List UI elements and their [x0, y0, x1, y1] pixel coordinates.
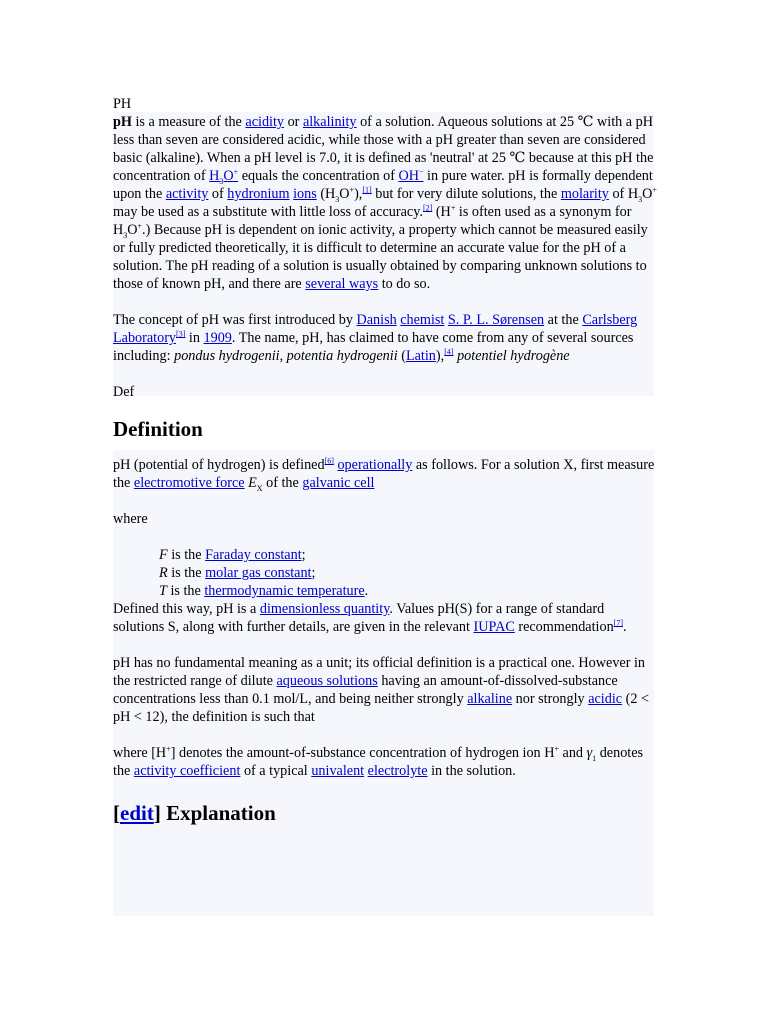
symbol: T [159, 583, 167, 599]
superscript: + [450, 203, 456, 213]
defined-text: . [623, 619, 627, 635]
subscript: 3 [638, 194, 643, 204]
superscript: + [554, 744, 559, 754]
explanation-heading-text: ] Explanation [153, 801, 276, 825]
intro-text: of a solution. Aqueous solutions at 25 ℃ with a pH less than seven are considered acidic, while those with a pH greater than seven are considered basic (alkaline). When a pH level is 7.0, it is defined as 'neutral' at 25 ℃ because at this pH the concentration of [113, 114, 654, 184]
subscript: X [256, 483, 263, 493]
intro-bold-term: pH [113, 114, 132, 130]
intro-text: may be used as a substitute with little loss of accuracy. [113, 204, 423, 220]
intro-text: (H [432, 204, 451, 220]
intro-text: .) Because pH is dependent on ionic activity, a property which cannot be measured easily or fully predicted theoretically, it is difficult to determine an accurate value for the pH of a solution. The pH reading of a solution is usually obtained by comparing unknown solutions to those of known pH, and there are [113, 222, 648, 292]
link-thermodynamic-temperature[interactable]: thermodynamic temperature [204, 583, 365, 599]
def-label: Def [113, 384, 135, 400]
intro-text: in pure water. pH is formally dependent upon the [113, 168, 653, 202]
superscript: + [166, 744, 171, 754]
where-h-text: denotes the [113, 745, 644, 779]
link-univalent[interactable]: univalent [311, 763, 365, 779]
def-item-faraday [159, 546, 658, 564]
article-content [113, 95, 658, 826]
intro-text: O [127, 222, 138, 238]
bracket: [ [113, 801, 120, 825]
link-latin[interactable]: Latin [405, 348, 436, 364]
link-operationally[interactable]: operationally [337, 457, 413, 473]
intro-text: of H [608, 186, 639, 202]
intro-text: equals the concentration of [238, 168, 399, 184]
ref-3[interactable]: [3] [176, 329, 186, 339]
defined-text: recommendation [514, 619, 614, 635]
practical-paragraph [113, 654, 658, 726]
def-item-temperature [159, 582, 658, 600]
explanation-heading [113, 800, 658, 826]
link-electromotive-force[interactable]: electromotive force [133, 475, 245, 491]
history-text: in [185, 330, 204, 346]
intro-text: O [642, 186, 653, 202]
edit-link[interactable]: edit [120, 801, 154, 825]
ref-2[interactable]: [2] [422, 203, 433, 213]
superscript: + [652, 185, 657, 195]
symbol-e: E [248, 475, 257, 491]
history-text: , [279, 348, 287, 364]
definition-heading: Definition [113, 417, 203, 441]
intro-text: to do so. [378, 276, 431, 292]
where-h-text: where [H [113, 745, 167, 761]
link-danish[interactable]: Danish [356, 312, 397, 328]
symbol-gamma: γ [586, 745, 593, 761]
superscript: + [349, 185, 355, 195]
link-oh[interactable]: OH− [398, 167, 424, 184]
where-h-text: ] denotes the amount-of-substance concentration of hydrogen ion H [170, 745, 555, 761]
where-h-paragraph [113, 744, 658, 780]
link-activity-coefficient[interactable]: activity coefficient [133, 763, 241, 779]
where-label: where [113, 511, 148, 527]
link-alkaline[interactable]: alkaline [467, 691, 513, 707]
definition-paragraph [113, 456, 658, 492]
def-item-text: ; [311, 565, 316, 581]
ref-1[interactable]: [1] [362, 185, 372, 195]
link-acidic[interactable]: acidic [588, 691, 623, 707]
subscript: 3 [335, 194, 340, 204]
defined-paragraph [113, 600, 658, 636]
link-alkalinity[interactable]: alkalinity [302, 114, 357, 130]
superscript: + [137, 221, 143, 231]
ref-7[interactable]: [7] [613, 618, 624, 628]
where-h-text: of a typical [240, 763, 312, 779]
subscript: 3 [123, 230, 128, 240]
link-molar-gas-constant[interactable]: molar gas constant [205, 565, 312, 581]
subscript: 1 [592, 753, 597, 763]
link-chemist[interactable]: chemist [400, 312, 445, 328]
link-activity[interactable]: activity [165, 186, 209, 202]
symbol: F [159, 547, 168, 563]
history-text: The concept of pH was first introduced by [113, 312, 357, 328]
link-several-ways[interactable]: several ways [305, 276, 379, 292]
intro-text: is a measure of the [131, 114, 246, 130]
link-galvanic-cell[interactable]: galvanic cell [302, 475, 375, 491]
practical-text: having an amount-of-dissolved-substance concentrations less than 0.1 mol/L, and being neither strongly [113, 673, 618, 707]
intro-text: but for very dilute solutions, the [371, 186, 561, 202]
practical-text: nor strongly [512, 691, 589, 707]
intro-text: is often used as a synonym for H [113, 204, 632, 238]
ref-6[interactable]: [6] [324, 456, 334, 466]
link-hydronium[interactable]: hydronium [227, 186, 290, 202]
link-electrolyte[interactable]: electrolyte [367, 763, 428, 779]
def-text: as follows. For a solution X, first measure the [113, 457, 655, 491]
intro-text: O [339, 186, 350, 202]
link-carlsberg[interactable]: Carlsberg Laboratory [113, 312, 638, 346]
history-paragraph [113, 311, 658, 365]
def-item-gas-constant [159, 564, 658, 582]
italic-term: potentiel hydrogène [457, 348, 570, 364]
link-dimensionless-quantity[interactable]: dimensionless quantity [259, 601, 390, 617]
def-item-text: ; [301, 547, 306, 563]
link-faraday-constant[interactable]: Faraday constant [205, 547, 302, 563]
link-acidity[interactable]: acidity [245, 114, 285, 130]
link-ions[interactable]: ions [293, 186, 317, 202]
link-molarity[interactable]: molarity [560, 186, 609, 202]
history-text: at the [544, 312, 583, 328]
intro-text: (H [316, 186, 336, 202]
intro-paragraph [113, 113, 658, 293]
where-h-text: in the solution. [427, 763, 516, 779]
link-sorensen[interactable]: S. P. L. Sørensen [447, 312, 545, 328]
link-aqueous-solutions[interactable]: aqueous solutions [276, 673, 378, 689]
where-h-text: and [558, 745, 587, 761]
definition-list [159, 546, 658, 600]
history-text: . The name, pH, has claimed to have come from any of several sources including: [113, 330, 634, 364]
link-1909[interactable]: 1909 [203, 330, 232, 346]
italic-term: pondus hydrogenii [174, 348, 280, 364]
ref-4[interactable]: [4] [444, 347, 454, 357]
symbol: R [159, 565, 168, 581]
page-title: PH [113, 96, 132, 112]
defined-text: Defined this way, pH is a [113, 601, 260, 617]
def-text: pH (potential of hydrogen) is defined [113, 457, 325, 473]
italic-term: potentia hydrogenii [286, 348, 398, 364]
defined-text: . Values pH(S) for a range of standard solutions S, along with further details, are given in the relevant [113, 601, 605, 635]
intro-text: of [208, 186, 228, 202]
history-text: ( [397, 348, 406, 364]
def-item-text: is the [166, 583, 205, 599]
link-h3o[interactable]: $H_3O^+$ [209, 167, 239, 186]
def-text: of the [262, 475, 303, 491]
def-item-text: is the [167, 565, 206, 581]
intro-text: ), [354, 186, 363, 202]
practical-text: (2 < pH < 12), the definition is such that [113, 691, 649, 725]
intro-text: or [284, 114, 303, 130]
def-item-text: is the [167, 547, 206, 563]
link-iupac[interactable]: IUPAC [473, 619, 515, 635]
def-item-text: . [364, 583, 369, 599]
history-text: ), [435, 348, 445, 364]
practical-text: pH has no fundamental meaning as a unit; its official definition is a practical one. However in the restricted range of dilute [113, 655, 646, 689]
